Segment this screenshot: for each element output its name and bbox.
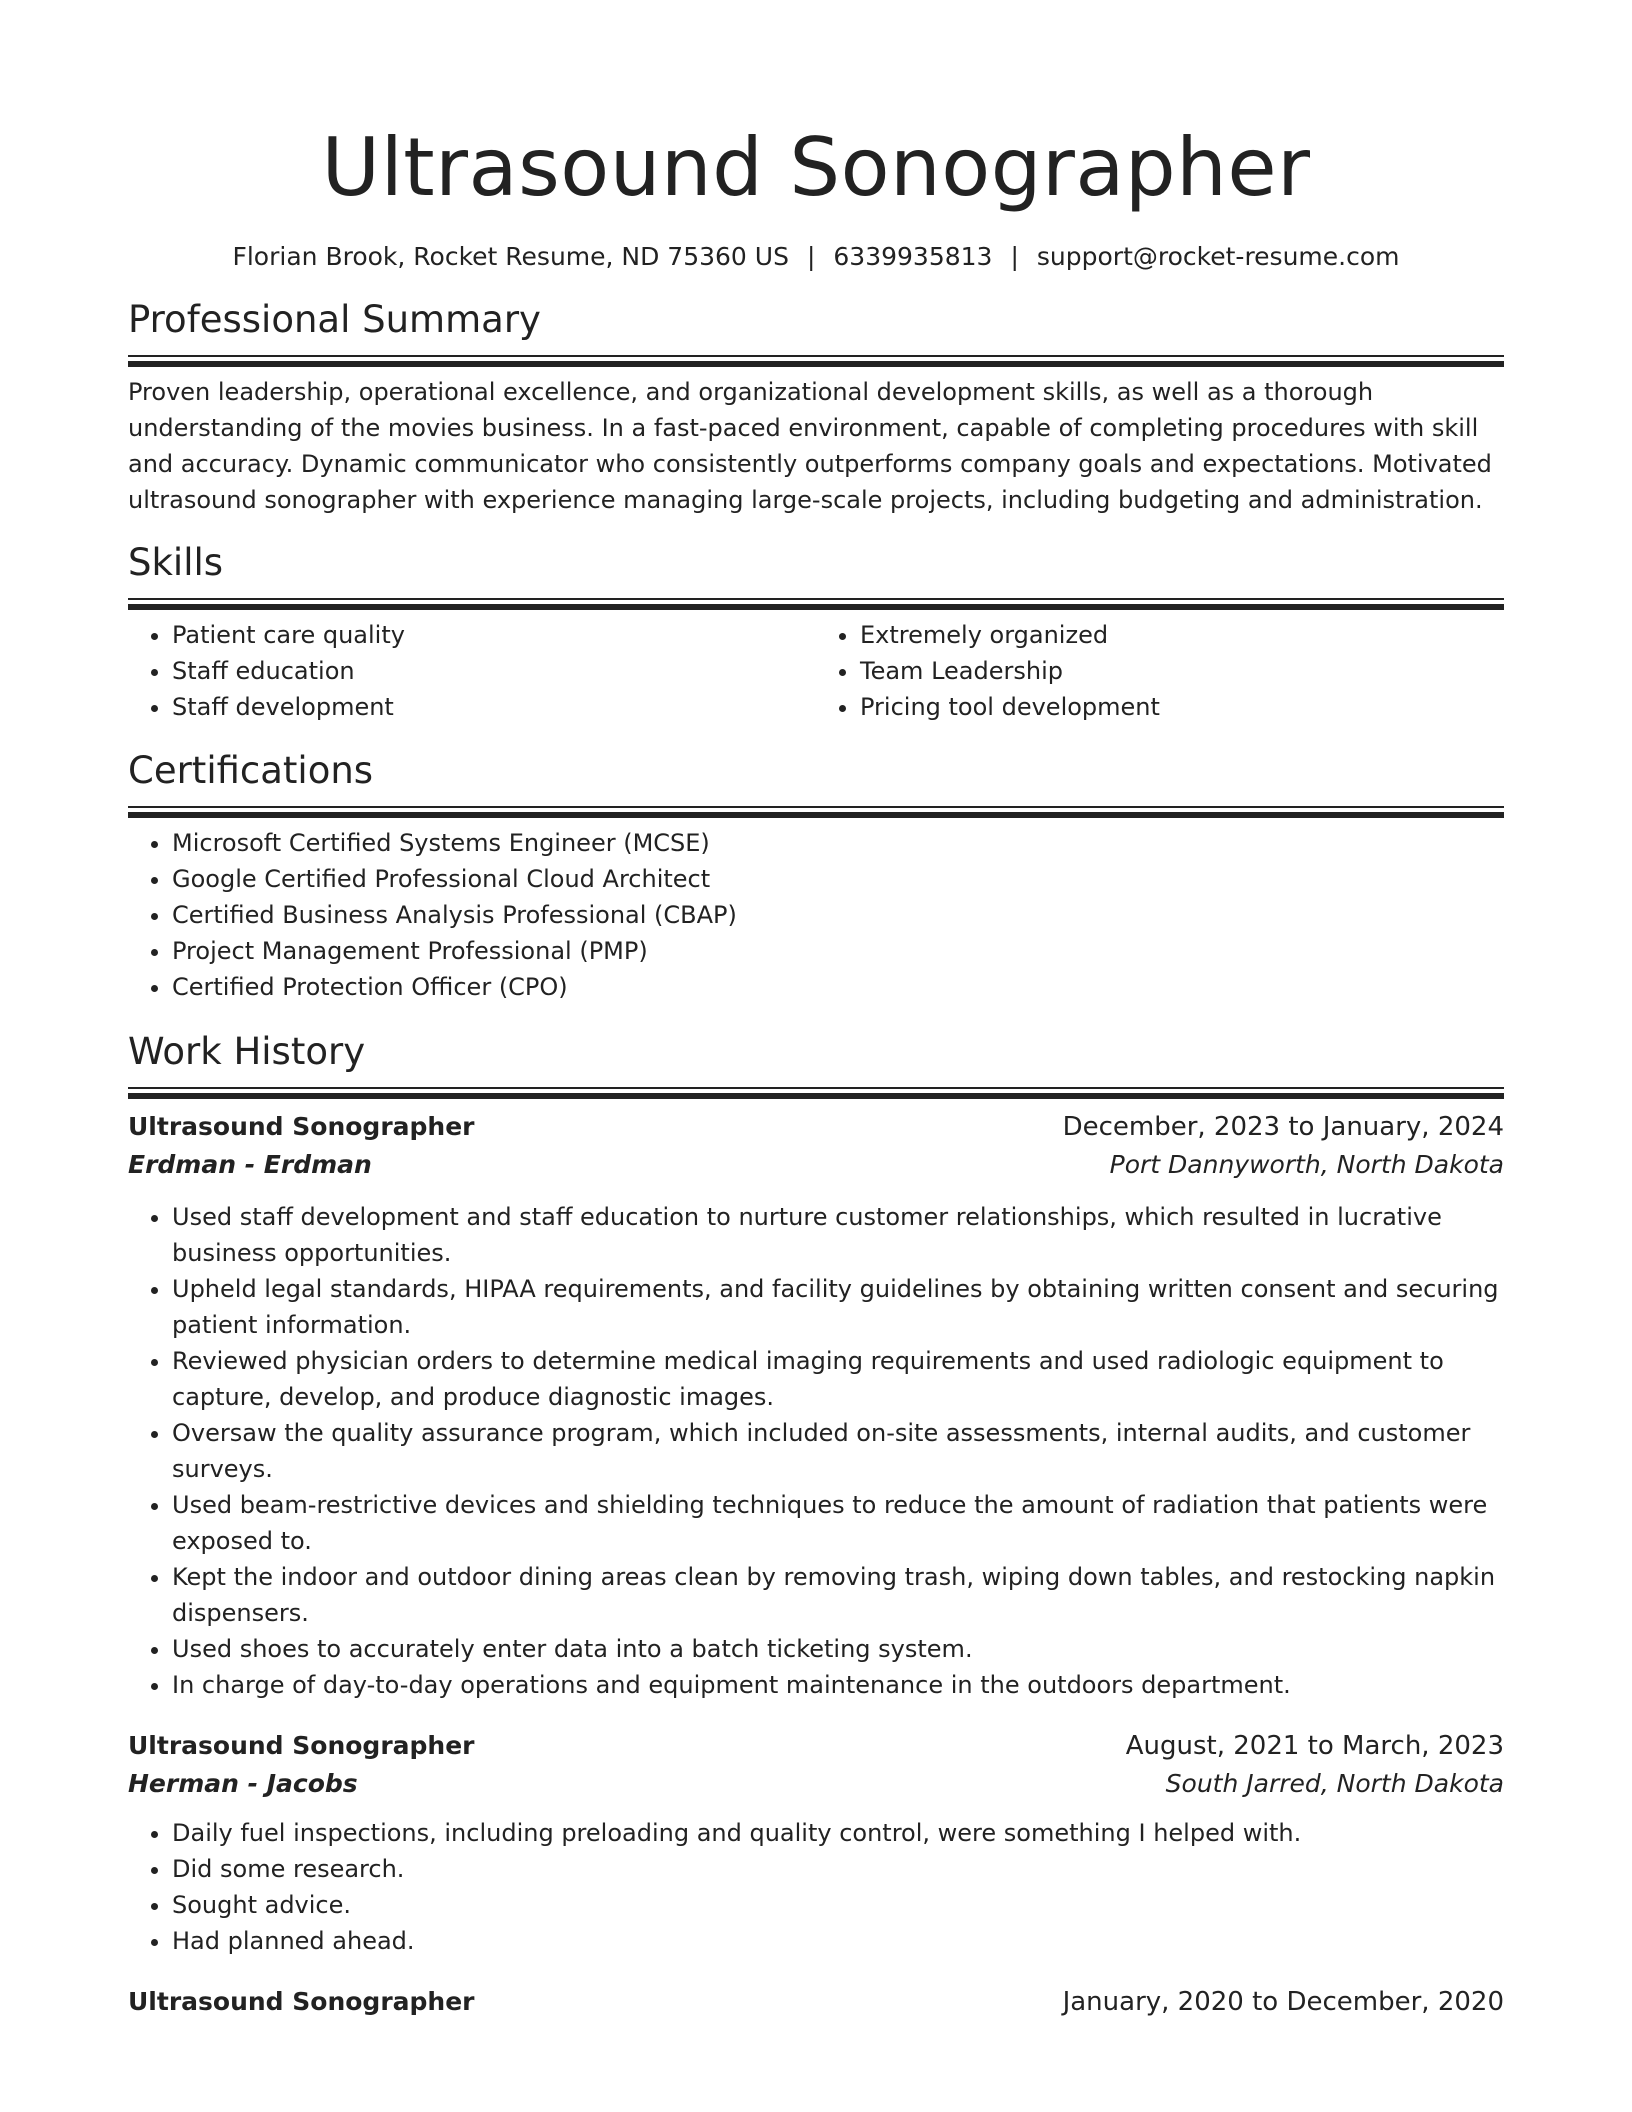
job-bullet: • Sought advice. [172, 1887, 1504, 1923]
job-dates: January, 2020 to December, 2020 [1062, 1987, 1504, 2017]
job-dates: December, 2023 to January, 2024 [1062, 1112, 1504, 1142]
resume-name: Ultrasound Sonographer [321, 121, 1311, 214]
resume-page [128, 0, 1504, 2021]
job-subheader [128, 1146, 1504, 1184]
contact-phone: 6339935813 [833, 242, 993, 271]
job-title: Ultrasound Sonographer [128, 1731, 475, 1760]
job-header [128, 1727, 1504, 1765]
contact-address: Florian Brook, Rocket Resume, ND 75360 US [232, 242, 789, 271]
job-bullet: • Daily fuel inspections, including preloading and quality control, were something I helped with. [172, 1815, 1504, 1851]
section-divider [128, 355, 1504, 368]
skill-item: • Extremely organized [860, 617, 1504, 653]
certifications-list [128, 825, 1504, 1005]
job-bullet: • Reviewed physician orders to determine medical imaging requirements and used radiologic equipment to capture, develop, and produce diagnostic images. [172, 1343, 1504, 1415]
job-bullet: • Did some research. [172, 1851, 1504, 1887]
job-title: Ultrasound Sonographer [128, 1112, 475, 1141]
job-entry [128, 1983, 1504, 2021]
contact-separator: | [806, 242, 816, 271]
certification-item: • Project Management Professional (PMP) [172, 933, 1504, 969]
section-divider [128, 806, 1504, 819]
section-title: Professional Summary [128, 298, 541, 341]
skill-item: • Pricing tool development [860, 689, 1504, 725]
job-bullet: • Kept the indoor and outdoor dining areas clean by removing trash, wiping down tables, and restocking napkin dispensers. [172, 1559, 1504, 1631]
job-bullets [128, 1199, 1504, 1703]
job-bullets [128, 1815, 1504, 1959]
job-location: South Jarred, North Dakota [1165, 1769, 1504, 1798]
work-history-section [128, 1029, 1504, 2021]
job-title: Ultrasound Sonographer [128, 1987, 475, 2016]
job-bullet: • In charge of day-to-day operations and equipment maintenance in the outdoors department. [172, 1667, 1504, 1703]
certification-item: • Certified Business Analysis Professional (CBAP) [172, 897, 1504, 933]
skills-section [128, 540, 1504, 725]
contact-line [128, 240, 1504, 274]
skill-item: • Patient care quality [172, 617, 816, 653]
skill-item: • Staff development [172, 689, 816, 725]
skill-item: • Staff education [172, 653, 816, 689]
job-dates: August, 2021 to March, 2023 [1125, 1731, 1504, 1761]
job-entry [128, 1727, 1504, 1959]
summary-section [128, 297, 1504, 518]
certification-item: • Google Certified Professional Cloud Architect [172, 861, 1504, 897]
job-header [128, 1108, 1504, 1146]
job-entry [128, 1108, 1504, 1703]
job-company: Herman - Jacobs [128, 1769, 358, 1798]
section-divider [128, 1087, 1504, 1100]
section-divider [128, 598, 1504, 611]
section-title: Skills [128, 541, 224, 584]
job-bullet: • Had planned ahead. [172, 1923, 1504, 1959]
certifications-section [128, 748, 1504, 1005]
job-bullet: • Oversaw the quality assurance program, which included on-site assessments, internal audits, and customer surveys. [172, 1415, 1504, 1487]
section-title: Work History [128, 1030, 366, 1073]
contact-email[interactable]: support@rocket-resume.com [1036, 242, 1400, 271]
skills-list-left [128, 617, 816, 725]
job-company: Erdman - Erdman [128, 1150, 372, 1179]
certification-item: • Microsoft Certified Systems Engineer (MCSE) [172, 825, 1504, 861]
skills-list-right [816, 617, 1504, 725]
summary-text: Proven leadership, operational excellence, and organizational development skills, as well as a thorough understanding of the movies business. In a fast-paced environment, capable of completing procedures with skill and accuracy. Dynamic communicator who consistently outperforms company goals and expectations. Motivated ultrasound sonographer with experience managing large-scale projects, including budgeting and administration. [128, 378, 1492, 514]
certification-item: • Certified Protection Officer (CPO) [172, 969, 1504, 1005]
section-title: Certifications [128, 749, 374, 792]
job-header [128, 1983, 1504, 2021]
job-bullet: • Used beam-restrictive devices and shielding techniques to reduce the amount of radiation that patients were exposed to. [172, 1487, 1504, 1559]
contact-separator: | [1010, 242, 1019, 271]
job-bullet: • Used shoes to accurately enter data into a batch ticketing system. [172, 1631, 1504, 1667]
job-subheader [128, 1765, 1504, 1803]
job-bullet: • Used staff development and staff education to nurture customer relationships, which resulted in lucrative business opportunities. [172, 1199, 1504, 1271]
job-bullet: • Upheld legal standards, HIPAA requirements, and facility guidelines by obtaining written consent and securing patient information. [172, 1271, 1504, 1343]
job-location: Port Dannyworth, North Dakota [1109, 1150, 1504, 1179]
skill-item: • Team Leadership [860, 653, 1504, 689]
skills-grid [128, 617, 1504, 725]
